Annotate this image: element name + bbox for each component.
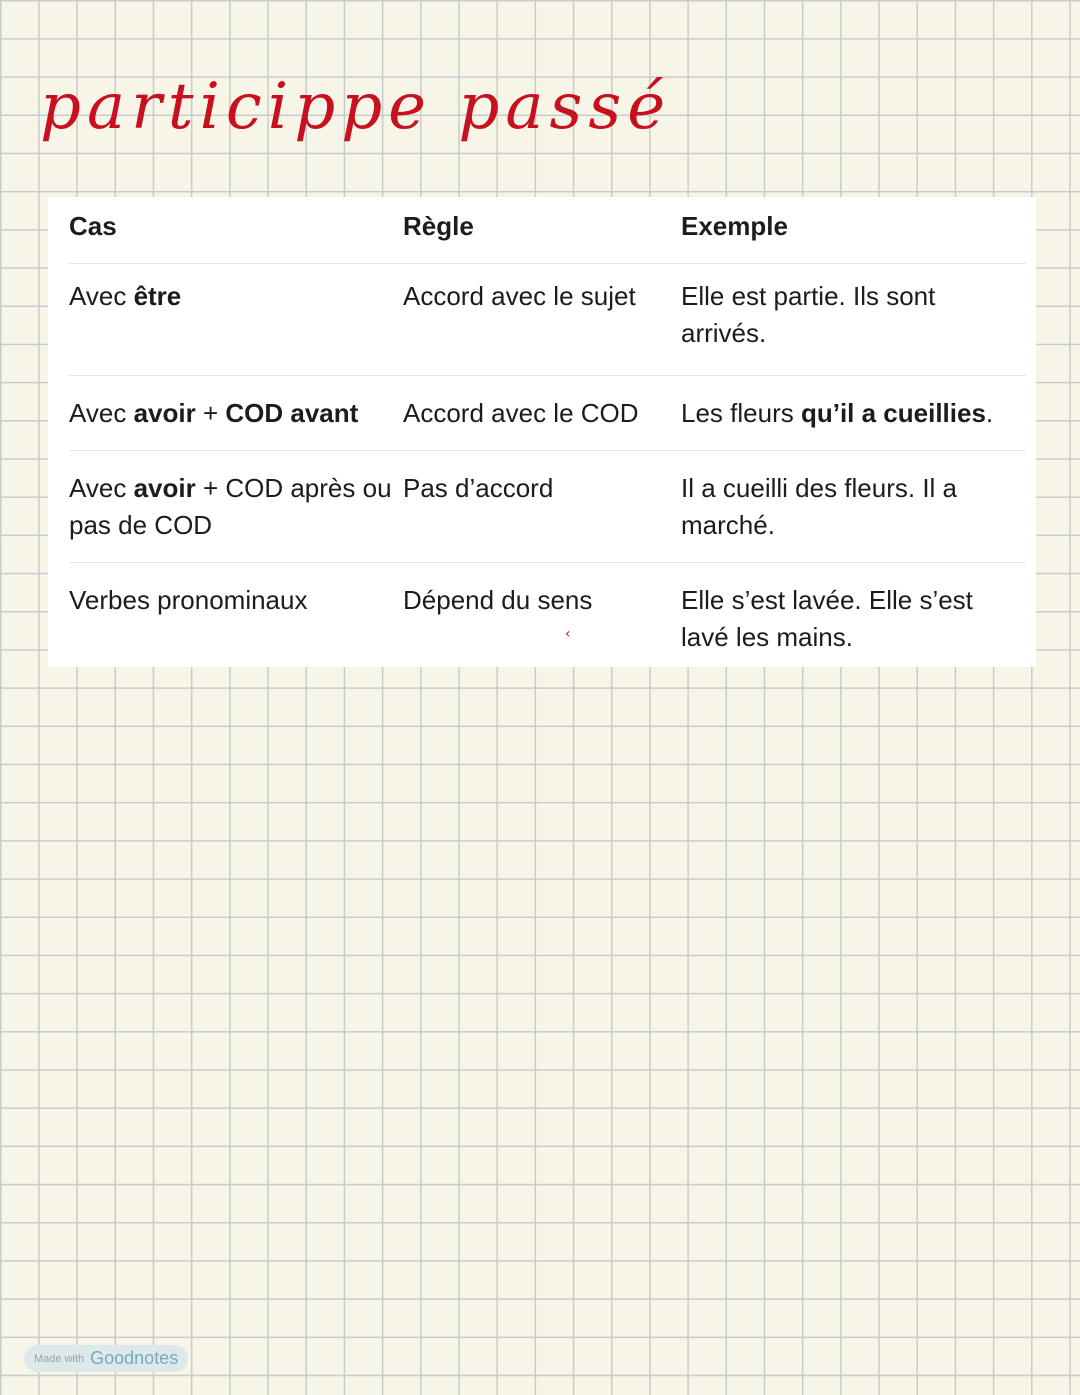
cell-regle: Dépend du sens xyxy=(403,585,593,615)
table-header-row xyxy=(69,197,1026,264)
cell-cas xyxy=(69,470,403,562)
cell-cas xyxy=(69,395,403,450)
table-row xyxy=(69,376,1026,451)
cell-exemple xyxy=(681,582,1026,668)
text-run: Les fleurs xyxy=(681,398,801,428)
cell-regle: Accord avec le COD xyxy=(403,398,639,428)
text-run: Verbes pronominaux xyxy=(69,585,308,615)
grammar-table xyxy=(48,197,1036,667)
pen-stroke-mark: ‹ xyxy=(565,626,571,642)
cell-exemple xyxy=(681,395,1026,450)
cell-exemple xyxy=(681,278,1026,375)
goodnotes-badge[interactable] xyxy=(24,1345,188,1372)
text-run: être xyxy=(133,281,182,311)
badge-brand: Goodnotes xyxy=(90,1348,179,1368)
text-run: + COD après ou pas de COD xyxy=(69,473,392,540)
header-exemple: Exemple xyxy=(681,211,788,241)
table-row xyxy=(69,264,1026,376)
text-run: avoir xyxy=(133,473,196,503)
text-run: COD avant xyxy=(225,398,359,428)
badge-made-with: Made with xyxy=(34,1352,85,1365)
text-run: Il a cueilli des fleurs. Il a marché. xyxy=(681,473,958,540)
cell-exemple xyxy=(681,470,1026,562)
text-run: qu’il a cueillies xyxy=(800,398,986,428)
cell-cas xyxy=(69,278,403,375)
cell-regle: Pas d’accord xyxy=(403,473,554,503)
text-run: Avec xyxy=(69,473,134,503)
text-run: Avec xyxy=(69,281,134,311)
header-cas: Cas xyxy=(69,211,117,241)
cell-regle: Accord avec le sujet xyxy=(403,281,636,311)
table-row xyxy=(69,563,1026,668)
table-row xyxy=(69,451,1026,563)
header-regle: Règle xyxy=(403,211,474,241)
text-run: . xyxy=(985,398,994,428)
text-run: Avec xyxy=(69,398,134,428)
text-run: Elle est partie. Ils sont arrivés. xyxy=(681,281,936,348)
text-run: Elle s’est lavée. Elle s’est lavé les mains. xyxy=(681,585,973,652)
cell-cas xyxy=(69,582,403,668)
text-run: + xyxy=(195,398,226,428)
text-run: avoir xyxy=(133,398,196,428)
handwritten-title: particippe passé xyxy=(40,70,672,144)
